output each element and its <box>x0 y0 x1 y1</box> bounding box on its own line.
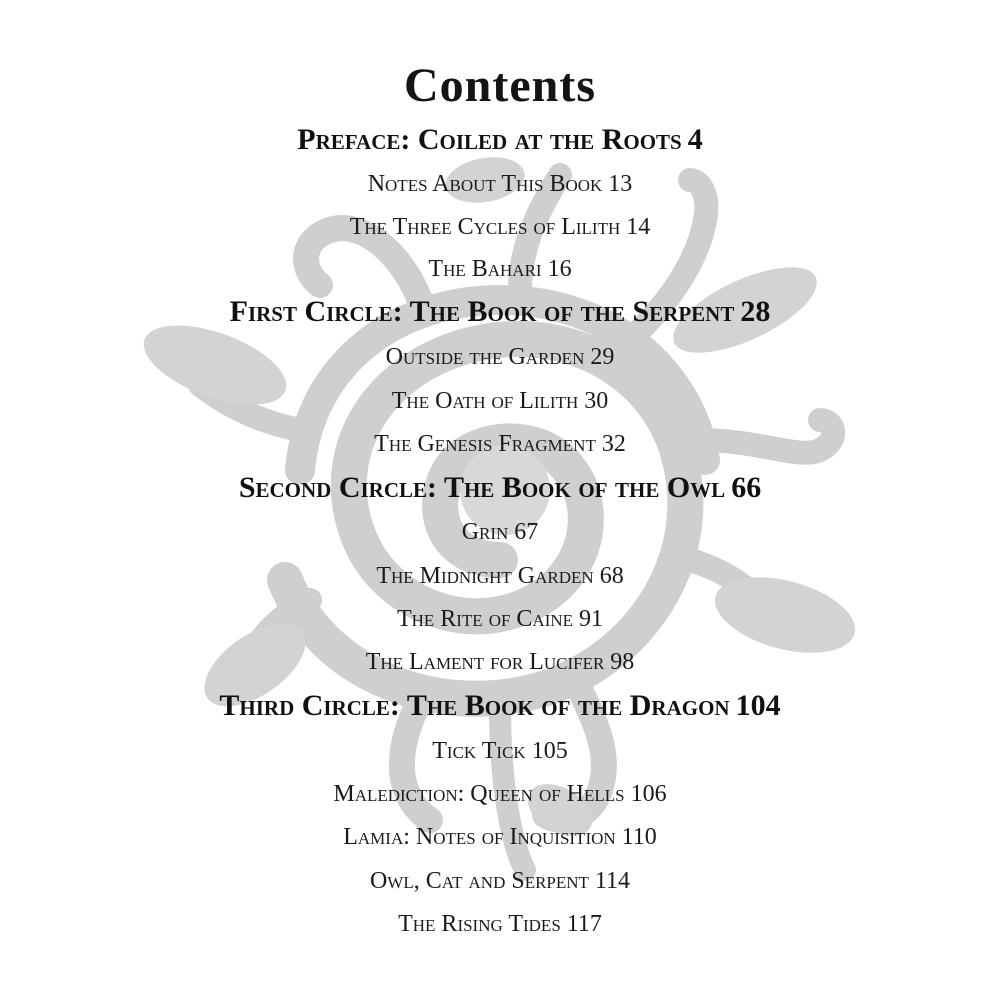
entry-page-number: 68 <box>599 563 624 589</box>
toc-entry <box>0 560 1000 592</box>
entry-page-number: 110 <box>621 824 657 850</box>
entry-page-number: 28 <box>740 295 771 328</box>
entry-title: The Three Cycles of Lilith <box>349 214 621 240</box>
toc-entry <box>0 646 1000 678</box>
toc-entry <box>0 469 1000 507</box>
entry-page-number: 13 <box>608 171 633 197</box>
entry-page-number: 32 <box>601 431 626 457</box>
entry-title: Owl, Cat and Serpent <box>369 868 589 894</box>
entry-title: The Genesis Fragment <box>374 431 596 457</box>
toc-entry <box>0 821 1000 853</box>
entry-page-number: 104 <box>735 689 781 722</box>
entry-title: Preface: Coiled at the Roots <box>297 123 682 156</box>
entry-page-number: 66 <box>731 471 762 504</box>
entry-title: The Oath of Lilith <box>391 388 579 414</box>
entry-page-number: 106 <box>630 781 667 807</box>
entry-page-number: 105 <box>531 738 568 764</box>
entry-title: Third Circle: The Book of the Dragon <box>219 689 730 722</box>
entry-title: The Lament for Lucifer <box>365 649 605 675</box>
entry-page-number: 67 <box>514 519 539 545</box>
page-title: Contents <box>403 59 596 112</box>
toc-entry <box>0 778 1000 810</box>
toc-entry <box>0 385 1000 417</box>
entry-page-number: 16 <box>547 256 572 282</box>
toc-entry <box>0 428 1000 460</box>
toc-entry <box>0 253 1000 285</box>
toc-entry <box>0 735 1000 767</box>
entry-title: Outside the Garden <box>385 344 585 370</box>
entry-title: The Midnight Garden <box>376 563 594 589</box>
entry-title: Notes About This Book <box>367 171 603 197</box>
entry-page-number: 114 <box>594 868 631 894</box>
toc-entry <box>0 168 1000 200</box>
toc-entry <box>0 516 1000 548</box>
entry-page-number: 4 <box>687 123 703 156</box>
entry-title: First Circle: The Book of the Serpent <box>229 295 735 328</box>
entry-title: The Rite of Caine <box>396 606 574 632</box>
entry-title: The Bahari <box>428 256 542 282</box>
entry-title: Malediction: Queen of Hells <box>333 781 625 807</box>
toc-entry <box>0 603 1000 635</box>
entry-title: Lamia: Notes of Inquisition <box>343 824 616 850</box>
entry-page-number: 117 <box>566 911 602 937</box>
toc-entry <box>0 293 1000 331</box>
toc-entry <box>0 908 1000 940</box>
toc-entry <box>0 687 1000 725</box>
entry-page-number: 91 <box>579 606 604 632</box>
entry-title: Tick Tick <box>432 738 526 764</box>
entry-page-number: 29 <box>590 344 615 370</box>
toc-entry <box>0 121 1000 159</box>
toc-entry <box>0 211 1000 243</box>
entry-title: Second Circle: The Book of the Owl <box>238 471 726 504</box>
entry-page-number: 30 <box>584 388 609 414</box>
entry-page-number: 98 <box>610 649 635 675</box>
entry-title: Grin <box>461 519 509 545</box>
toc-entry <box>0 341 1000 373</box>
toc-entry <box>0 865 1000 897</box>
entry-page-number: 14 <box>626 214 651 240</box>
entry-title: The Rising Tides <box>398 911 561 937</box>
